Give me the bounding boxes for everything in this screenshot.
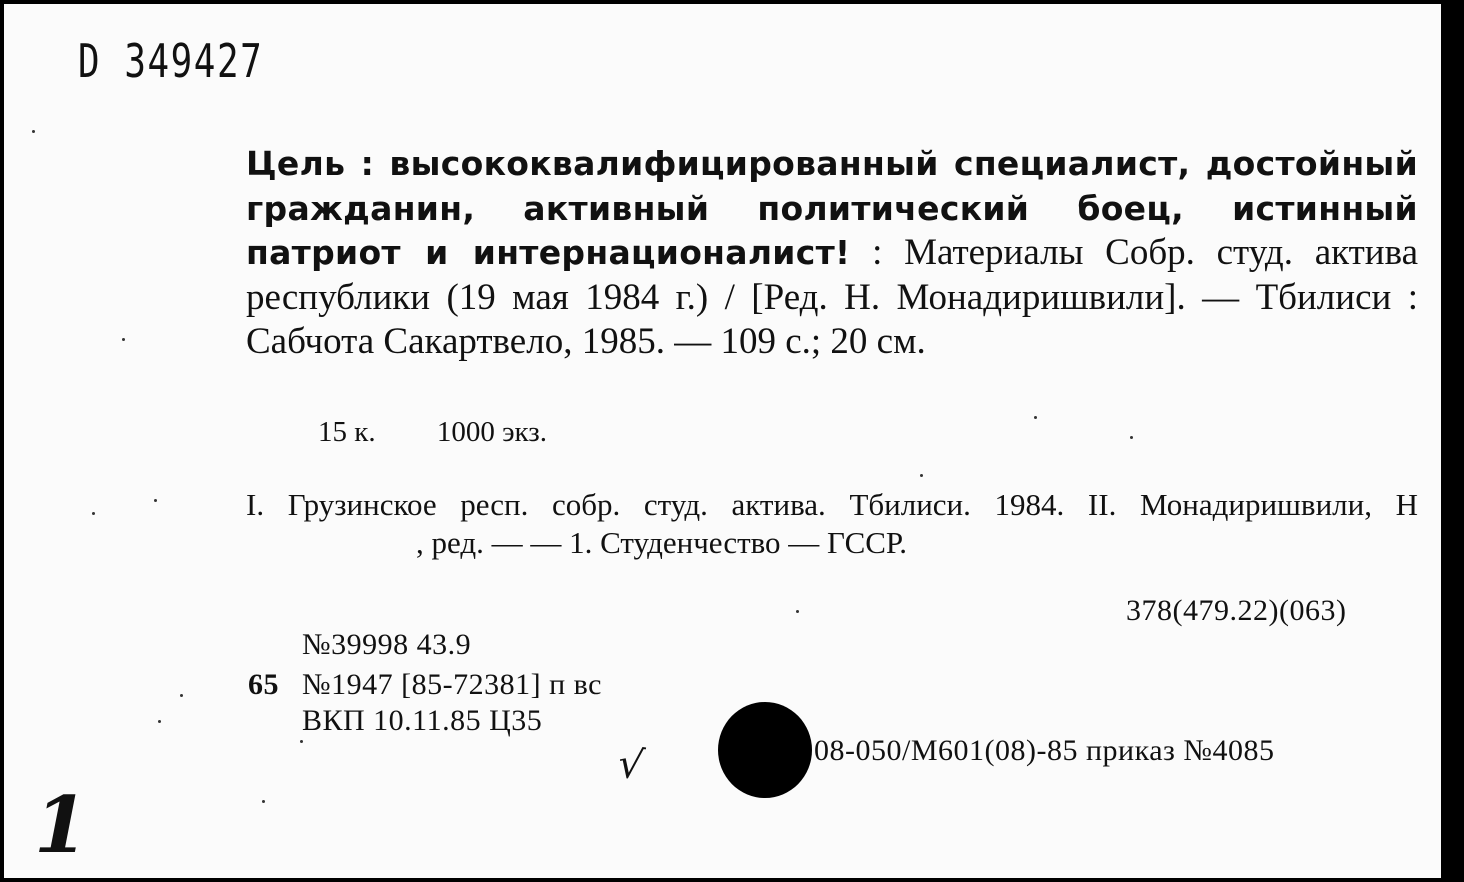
tracings: [246, 486, 1418, 562]
speck: [920, 474, 923, 477]
catalog-card: [4, 4, 1441, 878]
speck: [1034, 416, 1037, 419]
ink-blot: [718, 702, 812, 798]
speck: [154, 499, 157, 502]
accession-line-1: №39998 43.9: [302, 628, 472, 661]
price-line: [318, 416, 601, 449]
handwritten-number: 1: [34, 780, 89, 871]
tracings-part1: I. Грузинское респ. собр. студ. актива. Тбилиси. 1984. II. Монадиришвили, Н: [246, 487, 1418, 522]
speck: [92, 512, 95, 515]
handwritten-check-mark: √: [614, 740, 647, 790]
speck: [122, 338, 125, 341]
speck: [300, 740, 303, 743]
book-title: Цель : высококвалифицированный специалист, достойный гражданин, активный политический боец, истинный патриот и интернационалист!: [246, 144, 1418, 272]
accession-line-2: №1947 [85-72381] п вс: [302, 668, 602, 701]
speck: [262, 800, 265, 803]
speck: [796, 610, 799, 613]
tracings-part2: , ред. — — 1. Студенчество — ГССР.: [416, 525, 908, 560]
speck: [180, 694, 183, 697]
speck: [32, 130, 35, 133]
speck: [158, 720, 161, 723]
print-run: 1000 экз.: [436, 416, 547, 448]
speck: [1130, 436, 1133, 439]
inventory-number: D 349427: [78, 34, 264, 88]
order-line: 08-050/М601(08)-85 приказ №4085: [814, 734, 1275, 767]
bibliographic-description: [246, 142, 1418, 365]
price: 15 к.: [318, 416, 376, 448]
description-body: : Материалы Собр. студ. актива республики (19 мая 1984 г.) / [Ред. Н. Монадиришвили]. — Тбилиси : Сабчота Сакартвело, 1985. — 109 с.; 20 см.: [246, 232, 1418, 362]
accession-prefix: 65: [248, 668, 279, 701]
udc-code: 378(479.22)(063): [1126, 594, 1347, 627]
accession-line-3: ВКП 10.11.85 Ц35: [302, 704, 543, 737]
